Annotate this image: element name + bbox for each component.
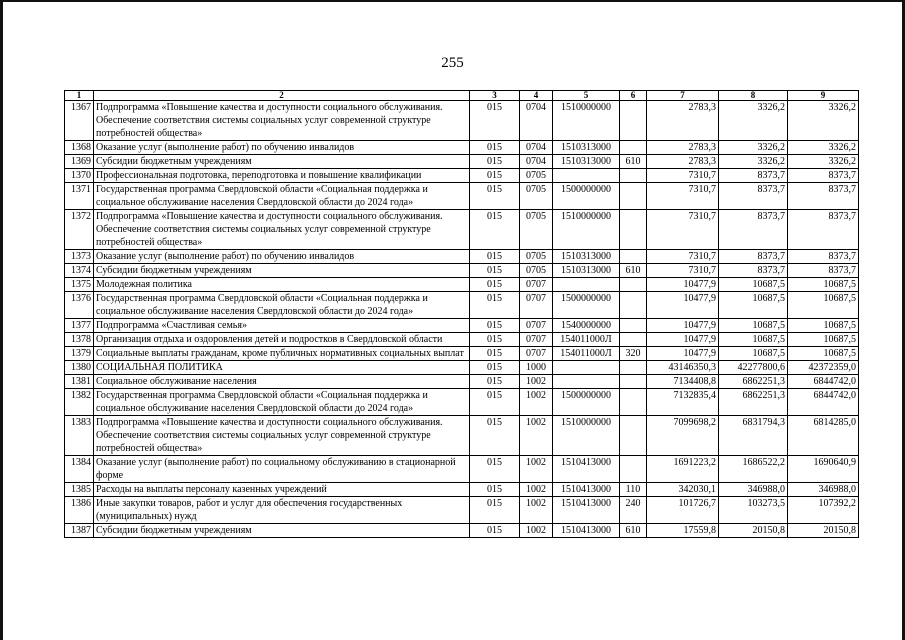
ministry-code: 015 xyxy=(470,264,520,278)
section-code: 0704 xyxy=(520,101,553,141)
amount-year-3: 8373,7 xyxy=(788,264,859,278)
amount-year-3: 346988,0 xyxy=(788,483,859,497)
section-code: 1002 xyxy=(520,456,553,483)
amount-year-2: 3326,2 xyxy=(719,155,788,169)
amount-year-1: 17559,8 xyxy=(647,524,719,538)
section-code: 0705 xyxy=(520,250,553,264)
section-code: 0707 xyxy=(520,278,553,292)
amount-year-1: 101726,7 xyxy=(647,497,719,524)
row-number: 1378 xyxy=(65,333,94,347)
section-code: 1002 xyxy=(520,389,553,416)
row-number: 1368 xyxy=(65,141,94,155)
column-header: 5 xyxy=(553,91,620,101)
row-name: Расходы на выплаты персоналу казенных учреждений xyxy=(94,483,470,497)
target-article-code: 1510313000 xyxy=(553,155,620,169)
section-code: 1002 xyxy=(520,497,553,524)
row-name: Организация отдыха и оздоровления детей и подростков в Свердловской области xyxy=(94,333,470,347)
expense-type-code xyxy=(620,456,647,483)
ministry-code: 015 xyxy=(470,497,520,524)
expense-type-code xyxy=(620,141,647,155)
section-code: 0707 xyxy=(520,292,553,319)
target-article-code: 1510413000 xyxy=(553,497,620,524)
amount-year-2: 8373,7 xyxy=(719,250,788,264)
column-header: 7 xyxy=(647,91,719,101)
row-name: Профессиональная подготовка, переподготовка и повышение квалификации xyxy=(94,169,470,183)
row-name: Субсидии бюджетным учреждениям xyxy=(94,155,470,169)
expense-type-code: 320 xyxy=(620,347,647,361)
row-number: 1371 xyxy=(65,183,94,210)
expense-type-code: 610 xyxy=(620,155,647,169)
section-code: 0705 xyxy=(520,264,553,278)
amount-year-3: 8373,7 xyxy=(788,169,859,183)
amount-year-3: 42372359,0 xyxy=(788,361,859,375)
column-header: 6 xyxy=(620,91,647,101)
amount-year-3: 3326,2 xyxy=(788,141,859,155)
target-article-code: 1500000000 xyxy=(553,183,620,210)
ministry-code: 015 xyxy=(470,278,520,292)
expense-type-code xyxy=(620,210,647,250)
expense-type-code xyxy=(620,183,647,210)
section-code: 0707 xyxy=(520,347,553,361)
amount-year-3: 20150,8 xyxy=(788,524,859,538)
row-name: Оказание услуг (выполнение работ) по обучению инвалидов xyxy=(94,250,470,264)
table-row xyxy=(65,497,859,524)
row-number: 1374 xyxy=(65,264,94,278)
expense-type-code xyxy=(620,250,647,264)
row-number: 1381 xyxy=(65,375,94,389)
amount-year-1: 342030,1 xyxy=(647,483,719,497)
target-article-code xyxy=(553,278,620,292)
ministry-code: 015 xyxy=(470,169,520,183)
amount-year-3: 10687,5 xyxy=(788,319,859,333)
section-code: 1002 xyxy=(520,524,553,538)
table-row xyxy=(65,250,859,264)
amount-year-1: 7099698,2 xyxy=(647,416,719,456)
row-name: СОЦИАЛЬНАЯ ПОЛИТИКА xyxy=(94,361,470,375)
amount-year-2: 10687,5 xyxy=(719,333,788,347)
target-article-code: 1510000000 xyxy=(553,101,620,141)
table-row xyxy=(65,278,859,292)
amount-year-2: 8373,7 xyxy=(719,183,788,210)
row-number: 1379 xyxy=(65,347,94,361)
table-row xyxy=(65,524,859,538)
table-row xyxy=(65,319,859,333)
amount-year-2: 10687,5 xyxy=(719,278,788,292)
amount-year-2: 3326,2 xyxy=(719,101,788,141)
row-number: 1387 xyxy=(65,524,94,538)
amount-year-3: 6844742,0 xyxy=(788,375,859,389)
amount-year-1: 2783,3 xyxy=(647,155,719,169)
column-header: 2 xyxy=(94,91,470,101)
table-header-row xyxy=(65,91,859,101)
column-header: 4 xyxy=(520,91,553,101)
table-row xyxy=(65,375,859,389)
scan-border-top xyxy=(0,0,905,2)
amount-year-1: 10477,9 xyxy=(647,333,719,347)
target-article-code xyxy=(553,375,620,389)
expense-type-code xyxy=(620,292,647,319)
row-number: 1377 xyxy=(65,319,94,333)
expense-type-code xyxy=(620,375,647,389)
column-header: 3 xyxy=(470,91,520,101)
amount-year-2: 103273,5 xyxy=(719,497,788,524)
amount-year-3: 10687,5 xyxy=(788,347,859,361)
row-number: 1383 xyxy=(65,416,94,456)
row-name: Подпрограмма «Повышение качества и доступности социального обслуживания. Обеспечение соответствия системы социальных услуг современной структуре потребностей общества» xyxy=(94,101,470,141)
row-name: Подпрограмма «Повышение качества и доступности социального обслуживания. Обеспечение соответствия системы социальных услуг современной структуре потребностей общества» xyxy=(94,210,470,250)
ministry-code: 015 xyxy=(470,292,520,319)
row-number: 1382 xyxy=(65,389,94,416)
amount-year-3: 8373,7 xyxy=(788,183,859,210)
ministry-code: 015 xyxy=(470,333,520,347)
amount-year-2: 10687,5 xyxy=(719,292,788,319)
row-number: 1373 xyxy=(65,250,94,264)
row-number: 1376 xyxy=(65,292,94,319)
amount-year-2: 10687,5 xyxy=(719,319,788,333)
expense-type-code: 240 xyxy=(620,497,647,524)
table-row xyxy=(65,264,859,278)
amount-year-3: 6814285,0 xyxy=(788,416,859,456)
budget-table xyxy=(64,90,859,538)
ministry-code: 015 xyxy=(470,319,520,333)
row-name: Оказание услуг (выполнение работ) по социальному обслуживанию в стационарной форме xyxy=(94,456,470,483)
amount-year-3: 8373,7 xyxy=(788,250,859,264)
amount-year-2: 42277800,6 xyxy=(719,361,788,375)
row-number: 1367 xyxy=(65,101,94,141)
amount-year-2: 6862251,3 xyxy=(719,389,788,416)
row-name: Социальное обслуживание населения xyxy=(94,375,470,389)
row-name: Государственная программа Свердловской области «Социальная поддержка и социальное обслуживание населения Свердловской области до 2024 года» xyxy=(94,389,470,416)
row-name: Социальные выплаты гражданам, кроме публичных нормативных социальных выплат xyxy=(94,347,470,361)
row-name: Молодежная политика xyxy=(94,278,470,292)
ministry-code: 015 xyxy=(470,389,520,416)
target-article-code: 154011000Л xyxy=(553,347,620,361)
row-number: 1384 xyxy=(65,456,94,483)
amount-year-1: 43146350,3 xyxy=(647,361,719,375)
amount-year-3: 8373,7 xyxy=(788,210,859,250)
expense-type-code: 110 xyxy=(620,483,647,497)
amount-year-1: 7310,7 xyxy=(647,210,719,250)
ministry-code: 015 xyxy=(470,183,520,210)
section-code: 1000 xyxy=(520,361,553,375)
target-article-code: 1540000000 xyxy=(553,319,620,333)
section-code: 0705 xyxy=(520,210,553,250)
row-name: Подпрограмма «Повышение качества и доступности социального обслуживания. Обеспечение соответствия системы социальных услуг современной структуре потребностей общества» xyxy=(94,416,470,456)
target-article-code: 154011000Л xyxy=(553,333,620,347)
amount-year-3: 3326,2 xyxy=(788,155,859,169)
table-row xyxy=(65,101,859,141)
table-body xyxy=(65,101,859,538)
amount-year-2: 346988,0 xyxy=(719,483,788,497)
amount-year-3: 3326,2 xyxy=(788,101,859,141)
target-article-code: 1500000000 xyxy=(553,292,620,319)
expense-type-code: 610 xyxy=(620,264,647,278)
ministry-code: 015 xyxy=(470,155,520,169)
amount-year-2: 8373,7 xyxy=(719,169,788,183)
amount-year-3: 10687,5 xyxy=(788,278,859,292)
expense-type-code xyxy=(620,278,647,292)
amount-year-1: 7310,7 xyxy=(647,264,719,278)
target-article-code: 1510413000 xyxy=(553,483,620,497)
section-code: 0704 xyxy=(520,155,553,169)
amount-year-2: 1686522,2 xyxy=(719,456,788,483)
row-number: 1369 xyxy=(65,155,94,169)
expense-type-code xyxy=(620,416,647,456)
amount-year-3: 107392,2 xyxy=(788,497,859,524)
target-article-code: 1500000000 xyxy=(553,389,620,416)
expense-type-code xyxy=(620,101,647,141)
amount-year-1: 7134408,8 xyxy=(647,375,719,389)
target-article-code: 1510000000 xyxy=(553,210,620,250)
table-row xyxy=(65,456,859,483)
ministry-code: 015 xyxy=(470,101,520,141)
target-article-code xyxy=(553,361,620,375)
amount-year-3: 10687,5 xyxy=(788,292,859,319)
amount-year-1: 7310,7 xyxy=(647,169,719,183)
ministry-code: 015 xyxy=(470,524,520,538)
ministry-code: 015 xyxy=(470,361,520,375)
target-article-code: 1510000000 xyxy=(553,416,620,456)
ministry-code: 015 xyxy=(470,250,520,264)
amount-year-1: 10477,9 xyxy=(647,278,719,292)
table-row xyxy=(65,483,859,497)
amount-year-1: 7310,7 xyxy=(647,250,719,264)
row-number: 1380 xyxy=(65,361,94,375)
amount-year-2: 8373,7 xyxy=(719,210,788,250)
section-code: 1002 xyxy=(520,416,553,456)
expense-type-code xyxy=(620,169,647,183)
ministry-code: 015 xyxy=(470,456,520,483)
row-name: Субсидии бюджетным учреждениям xyxy=(94,524,470,538)
target-article-code: 1510313000 xyxy=(553,141,620,155)
amount-year-2: 8373,7 xyxy=(719,264,788,278)
amount-year-2: 10687,5 xyxy=(719,347,788,361)
amount-year-3: 1690640,9 xyxy=(788,456,859,483)
amount-year-2: 20150,8 xyxy=(719,524,788,538)
section-code: 0704 xyxy=(520,141,553,155)
ministry-code: 015 xyxy=(470,416,520,456)
section-code: 1002 xyxy=(520,483,553,497)
row-name: Подпрограмма «Счастливая семья» xyxy=(94,319,470,333)
row-name: Государственная программа Свердловской области «Социальная поддержка и социальное обслуживание населения Свердловской области до 2024 года» xyxy=(94,183,470,210)
amount-year-1: 2783,3 xyxy=(647,101,719,141)
amount-year-1: 7132835,4 xyxy=(647,389,719,416)
table-row xyxy=(65,292,859,319)
table-row xyxy=(65,333,859,347)
row-name: Иные закупки товаров, работ и услуг для обеспечения государственных (муниципальных) нужд xyxy=(94,497,470,524)
table-row xyxy=(65,141,859,155)
page-number: 255 xyxy=(441,55,464,71)
section-code: 0707 xyxy=(520,319,553,333)
row-number: 1385 xyxy=(65,483,94,497)
table-row xyxy=(65,389,859,416)
section-code: 0707 xyxy=(520,333,553,347)
section-code: 0705 xyxy=(520,183,553,210)
amount-year-1: 1691223,2 xyxy=(647,456,719,483)
column-header: 1 xyxy=(65,91,94,101)
amount-year-2: 3326,2 xyxy=(719,141,788,155)
ministry-code: 015 xyxy=(470,483,520,497)
expense-type-code xyxy=(620,389,647,416)
expense-type-code xyxy=(620,361,647,375)
table-row xyxy=(65,183,859,210)
table-row xyxy=(65,361,859,375)
expense-type-code xyxy=(620,333,647,347)
amount-year-3: 10687,5 xyxy=(788,333,859,347)
amount-year-2: 6862251,3 xyxy=(719,375,788,389)
column-header: 9 xyxy=(788,91,859,101)
row-number: 1372 xyxy=(65,210,94,250)
table-row xyxy=(65,347,859,361)
amount-year-3: 6844742,0 xyxy=(788,389,859,416)
amount-year-1: 10477,9 xyxy=(647,292,719,319)
ministry-code: 015 xyxy=(470,347,520,361)
amount-year-1: 10477,9 xyxy=(647,347,719,361)
amount-year-1: 10477,9 xyxy=(647,319,719,333)
row-name: Государственная программа Свердловской области «Социальная поддержка и социальное обслуживание населения Свердловской области до 2024 года» xyxy=(94,292,470,319)
row-number: 1375 xyxy=(65,278,94,292)
amount-year-1: 7310,7 xyxy=(647,183,719,210)
column-header: 8 xyxy=(719,91,788,101)
table-row xyxy=(65,210,859,250)
scan-border-left xyxy=(0,0,3,640)
table-row xyxy=(65,416,859,456)
table-row xyxy=(65,155,859,169)
expense-type-code xyxy=(620,319,647,333)
section-code: 1002 xyxy=(520,375,553,389)
target-article-code: 1510413000 xyxy=(553,456,620,483)
target-article-code: 1510413000 xyxy=(553,524,620,538)
amount-year-2: 6831794,3 xyxy=(719,416,788,456)
ministry-code: 015 xyxy=(470,141,520,155)
amount-year-1: 2783,3 xyxy=(647,141,719,155)
section-code: 0705 xyxy=(520,169,553,183)
expense-type-code: 610 xyxy=(620,524,647,538)
row-name: Субсидии бюджетным учреждениям xyxy=(94,264,470,278)
target-article-code: 1510313000 xyxy=(553,250,620,264)
row-number: 1370 xyxy=(65,169,94,183)
target-article-code: 1510313000 xyxy=(553,264,620,278)
row-name: Оказание услуг (выполнение работ) по обучению инвалидов xyxy=(94,141,470,155)
ministry-code: 015 xyxy=(470,210,520,250)
row-number: 1386 xyxy=(65,497,94,524)
table-row xyxy=(65,169,859,183)
target-article-code xyxy=(553,169,620,183)
ministry-code: 015 xyxy=(470,375,520,389)
